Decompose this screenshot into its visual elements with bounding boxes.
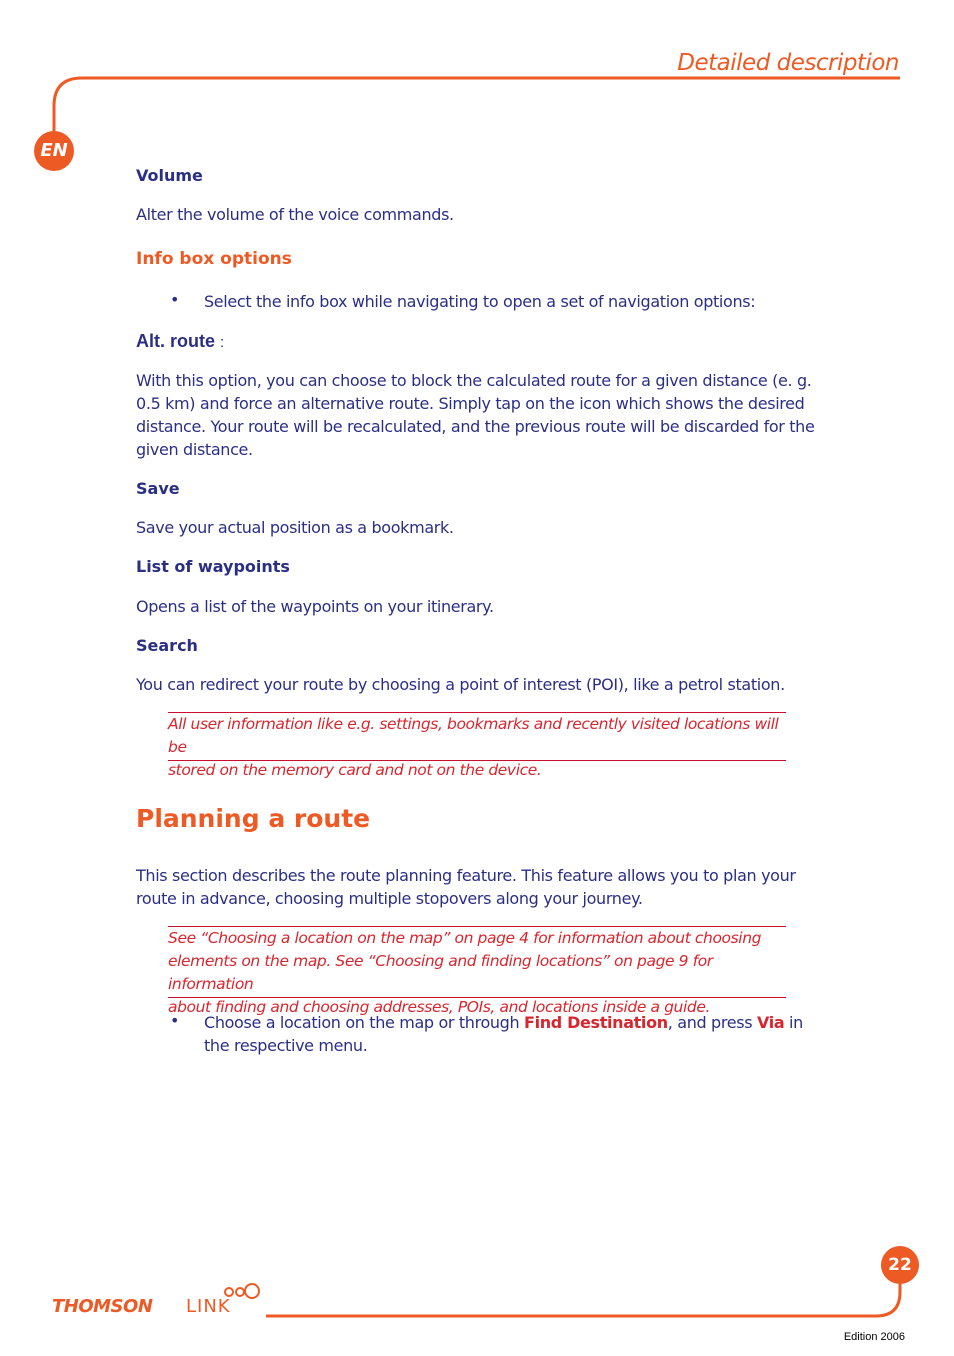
alt-route-heading xyxy=(136,331,224,352)
volume-heading: Volume xyxy=(136,166,203,185)
alt-route-text-line: distance. Your route will be recalculated, and the previous route will be discarded for the xyxy=(136,417,815,436)
note-line: See “Choosing a location on the map” on page 4 for information about choosing xyxy=(168,929,762,947)
find-destination-term: Find Destination xyxy=(524,1013,668,1032)
alt-route-text-line: given distance. xyxy=(136,440,253,459)
language-badge: EN xyxy=(34,131,74,171)
bullet-text-part: in xyxy=(789,1013,803,1032)
alt-route-colon: : xyxy=(220,334,225,351)
search-text: You can redirect your route by choosing a point of interest (POI), like a petrol station. xyxy=(136,675,785,694)
alt-route-heading-label: Alt. route xyxy=(136,331,215,351)
note-line: All user information like e.g. settings, bookmarks and recently visited locations will be xyxy=(168,715,779,756)
info-box-bullet-text: Select the info box while navigating to open a set of navigation options: xyxy=(204,292,756,311)
note-line: elements on the map. See “Choosing and finding locations” on page 9 for information xyxy=(168,952,713,993)
bullet-text-line: the respective menu. xyxy=(204,1036,368,1055)
choose-location-bullet-text xyxy=(204,1011,814,1034)
page-header-title: Detailed description xyxy=(677,50,899,76)
planning-text-line: route in advance, choosing multiple stopovers along your journey. xyxy=(136,889,643,908)
bullet-icon: • xyxy=(170,1011,180,1030)
planning-text-line: This section describes the route planning feature. This feature allows you to plan your xyxy=(136,866,796,885)
search-heading: Search xyxy=(136,636,198,655)
waypoints-heading: List of waypoints xyxy=(136,557,290,576)
note-box xyxy=(168,926,786,1016)
note-box xyxy=(168,712,786,779)
save-heading: Save xyxy=(136,479,180,498)
bullet-text-part: , and press xyxy=(667,1013,753,1032)
link-logo: LINK xyxy=(186,1296,231,1317)
note-line: stored on the memory card and not on the device. xyxy=(168,761,542,779)
planning-heading: Planning a route xyxy=(136,804,371,833)
page-number: 22 xyxy=(881,1246,919,1284)
alt-route-text-line: With this option, you can choose to block the calculated route for a given distance (e. g. xyxy=(136,371,812,390)
thomson-logo: THOMSON xyxy=(52,1296,153,1317)
bullet-text-part: Choose a location on the map or through xyxy=(204,1013,520,1032)
volume-text: Alter the volume of the voice commands. xyxy=(136,205,454,224)
save-text: Save your actual position as a bookmark. xyxy=(136,518,454,537)
info-box-heading: Info box options xyxy=(136,249,292,269)
waypoints-text: Opens a list of the waypoints on your itinerary. xyxy=(136,597,494,616)
alt-route-text-line: 0.5 km) and force an alternative route. Simply tap on the icon which shows the desired xyxy=(136,394,805,413)
note-line: about finding and choosing addresses, POIs, and locations inside a guide. xyxy=(168,998,710,1016)
via-term: Via xyxy=(756,1013,785,1032)
bullet-icon: • xyxy=(170,290,180,309)
edition-label: Edition 2006 xyxy=(843,1331,905,1343)
